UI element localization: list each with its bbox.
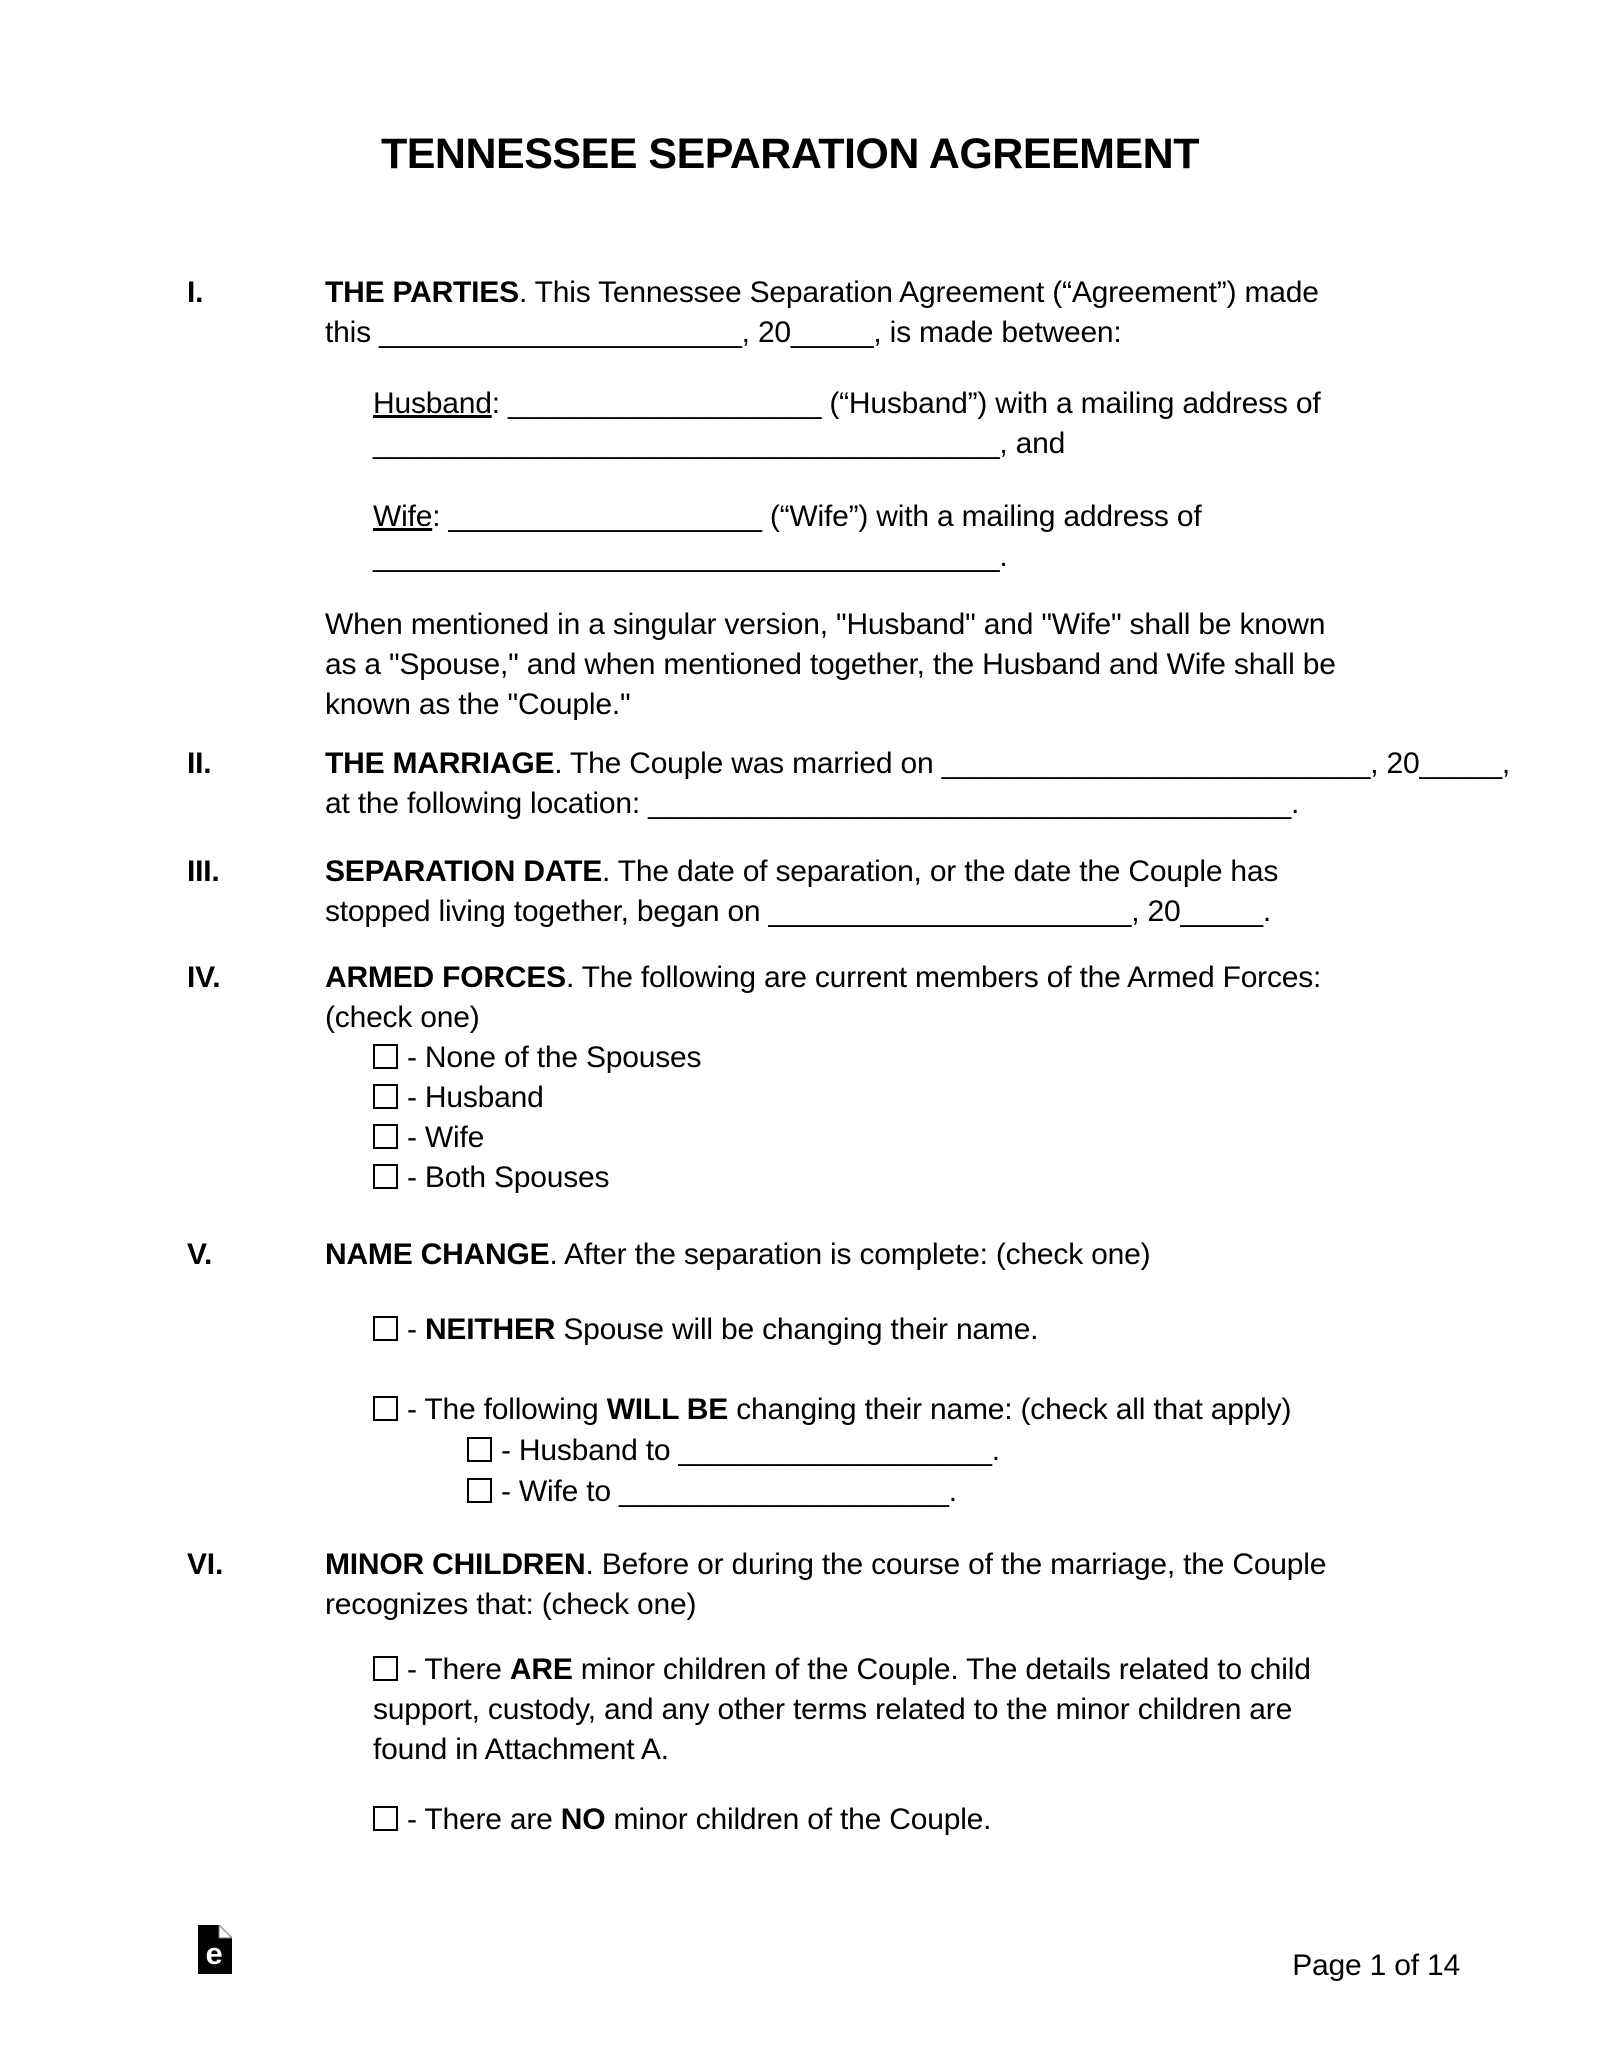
minor-children-no-checkbox[interactable] bbox=[373, 1806, 398, 1831]
option-label-bold: WILL BE bbox=[606, 1393, 729, 1426]
option-label: Spouse will be changing their name. bbox=[555, 1313, 1039, 1346]
section-armed-forces bbox=[187, 958, 1397, 1198]
option-label: support, custody, and any other terms related to the minor children are bbox=[373, 1693, 1293, 1726]
section-text: this ______________________, 20_____, is made between: bbox=[325, 316, 1122, 349]
section-number: IV. bbox=[187, 961, 221, 994]
spouse-definition-paragraph bbox=[325, 605, 1393, 725]
section-separation-date bbox=[187, 852, 1397, 932]
paragraph-text: When mentioned in a singular version, "Husband" and "Wife" shall be known bbox=[325, 608, 1326, 641]
section-heading: MINOR CHILDREN bbox=[325, 1548, 586, 1581]
armed-forces-both-checkbox[interactable] bbox=[373, 1164, 398, 1189]
section-number: I. bbox=[187, 276, 204, 309]
option-label: minor children of the Couple. bbox=[605, 1803, 992, 1836]
section-text: stopped living together, began on ______________________, 20_____. bbox=[325, 895, 1272, 928]
section-heading: THE PARTIES bbox=[325, 276, 519, 309]
name-change-wife-to-checkbox[interactable] bbox=[467, 1478, 492, 1503]
section-text: . The date of separation, or the date the Couple has bbox=[602, 855, 1279, 888]
option-label: - Wife bbox=[407, 1121, 485, 1154]
option-row bbox=[373, 1038, 1397, 1078]
option-label: - Husband to ___________________. bbox=[501, 1434, 1000, 1467]
option-row bbox=[373, 1158, 1397, 1198]
paragraph-text: as a "Spouse," and when mentioned together, the Husband and Wife shall be bbox=[325, 648, 1336, 681]
section-the-parties bbox=[187, 273, 1397, 353]
section-text: recognizes that: (check one) bbox=[325, 1588, 697, 1621]
option-row bbox=[373, 1118, 1397, 1158]
section-heading: SEPARATION DATE bbox=[325, 855, 603, 888]
option-label: - bbox=[407, 1313, 425, 1346]
option-label-bold: NEITHER bbox=[424, 1313, 556, 1346]
eforms-logo bbox=[198, 1925, 232, 1974]
section-minor-children bbox=[187, 1545, 1397, 1625]
option-label: changing their name: (check all that apply) bbox=[728, 1393, 1292, 1426]
paragraph-text: known as the "Couple." bbox=[325, 688, 631, 721]
option-label: minor children of the Couple. The details related to child bbox=[572, 1653, 1311, 1686]
option-row bbox=[373, 1800, 991, 1840]
section-text: . This Tennessee Separation Agreement (“Agreement”) made bbox=[518, 276, 1319, 309]
document-title: TENNESSEE SEPARATION AGREEMENT bbox=[380, 130, 1200, 178]
section-text: . The following are current members of the Armed Forces: bbox=[565, 961, 1322, 994]
option-label: - Both Spouses bbox=[407, 1161, 610, 1194]
section-number: III. bbox=[187, 855, 220, 888]
wife-text: : ___________________ (“Wife”) with a mailing address of bbox=[432, 500, 1202, 533]
page-number: Page 1 of 14 bbox=[1292, 1949, 1460, 1982]
section-text: . The Couple was married on __________________________, 20_____, bbox=[554, 747, 1511, 780]
option-row bbox=[373, 1078, 1397, 1118]
section-name-change bbox=[187, 1235, 1397, 1275]
section-number: V. bbox=[187, 1238, 213, 1271]
section-heading: THE MARRIAGE bbox=[325, 747, 555, 780]
armed-forces-none-checkbox[interactable] bbox=[373, 1044, 398, 1069]
option-label-bold: NO bbox=[560, 1803, 606, 1836]
option-row bbox=[373, 1650, 1393, 1770]
section-heading: NAME CHANGE bbox=[325, 1238, 550, 1271]
wife-address-blank: ______________________________________. bbox=[373, 540, 1008, 573]
option-label: - The following bbox=[407, 1393, 607, 1426]
husband-clause bbox=[373, 384, 1393, 464]
option-row bbox=[467, 1431, 1000, 1471]
husband-label: Husband bbox=[373, 387, 492, 420]
husband-text: : ___________________ (“Husband”) with a mailing address of bbox=[491, 387, 1321, 420]
option-label: found in Attachment A. bbox=[373, 1733, 669, 1766]
name-change-husband-to-checkbox[interactable] bbox=[467, 1437, 492, 1462]
section-text: at the following location: _______________________________________. bbox=[325, 787, 1300, 820]
wife-clause bbox=[373, 497, 1393, 577]
logo-letter: e bbox=[205, 1936, 223, 1971]
armed-forces-wife-checkbox[interactable] bbox=[373, 1124, 398, 1149]
section-text: . After the separation is complete: (check one) bbox=[549, 1238, 1151, 1271]
section-the-marriage bbox=[187, 744, 1511, 824]
option-label: - None of the Spouses bbox=[407, 1041, 702, 1074]
section-text: . Before or during the course of the marriage, the Couple bbox=[585, 1548, 1327, 1581]
section-number: II. bbox=[187, 747, 212, 780]
option-label: - Wife to ____________________. bbox=[501, 1475, 957, 1508]
name-change-neither-checkbox[interactable] bbox=[373, 1316, 398, 1341]
option-label-bold: ARE bbox=[509, 1653, 573, 1686]
wife-label: Wife bbox=[373, 500, 433, 533]
name-change-willbe-checkbox[interactable] bbox=[373, 1396, 398, 1421]
option-label: - There are bbox=[407, 1803, 561, 1836]
armed-forces-husband-checkbox[interactable] bbox=[373, 1084, 398, 1109]
option-row bbox=[467, 1472, 957, 1512]
option-label: - Husband bbox=[407, 1081, 544, 1114]
section-number: VI. bbox=[187, 1548, 224, 1581]
option-label: - There bbox=[407, 1653, 510, 1686]
section-heading: ARMED FORCES bbox=[325, 961, 566, 994]
section-text: (check one) bbox=[325, 1001, 480, 1034]
option-row bbox=[373, 1310, 1038, 1350]
option-row bbox=[373, 1390, 1291, 1430]
husband-address-blank: ______________________________________, and bbox=[373, 427, 1066, 460]
minor-children-are-checkbox[interactable] bbox=[373, 1656, 398, 1681]
